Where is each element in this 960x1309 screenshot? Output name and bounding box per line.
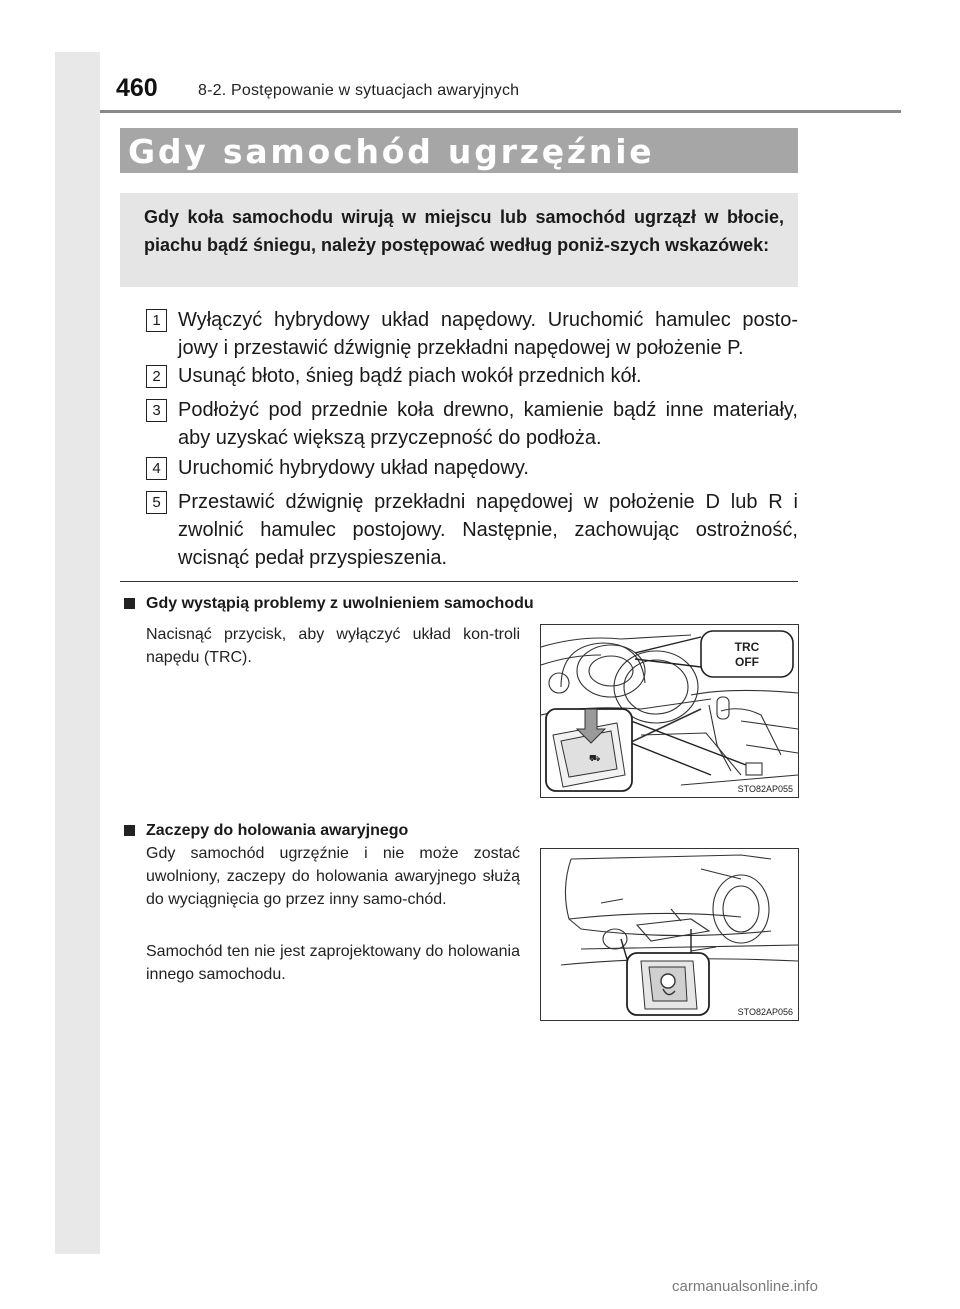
watermark: carmanualsonline.info [672,1278,818,1295]
step-number: 4 [146,457,167,480]
intro-text: Gdy koła samochodu wirują w miejscu lub samochód ugrzązł w błocie, piachu bądź śniegu, należy postępować według poniż-szych wskazówek: [144,207,784,255]
page-number: 460 [116,74,158,102]
dashboard-illustration [541,625,798,797]
subsection-heading: Zaczepy do holowania awaryjnego [146,822,409,839]
rear-underbody-illustration [541,849,798,1020]
bullet-square-icon [124,825,135,836]
page-title: Gdy samochód ugrzęźnie [128,132,655,171]
step-text: Usunąć błoto, śnieg bądź piach wokół przednich kół. [178,365,642,387]
step-text: Wyłączyć hybrydowy układ napędowy. Uruchomić hamulec posto-jowy i przestawić dźwignię przekładni napędowej w położenie P. [178,309,798,359]
step-number: 2 [146,365,167,388]
callout-line-1: TRC [734,640,760,654]
step-text: Uruchomić hybrydowy układ napędowy. [178,457,529,479]
step-number: 1 [146,309,167,332]
figure-code: STO82AP055 [737,784,793,794]
bullet-square-icon [124,598,135,609]
callout-line-2: OFF [735,655,759,669]
step-number: 3 [146,399,167,422]
subsection-note: Samochód ten nie jest zaprojektowany do holowania innego samochodu. [146,943,520,983]
figure-code: STO82AP056 [737,1007,793,1017]
subsection-text: Nacisnąć przycisk, aby wyłączyć układ kon-troli napędu (TRC). [146,626,520,666]
svg-text:⛟: ⛟ [589,754,601,764]
header-rule [100,110,901,113]
section-divider [120,581,798,582]
trc-off-figure [540,624,799,798]
page-side-strip [55,52,100,1254]
step-number: 5 [146,491,167,514]
step-text: Podłożyć pod przednie koła drewno, kamienie bądź inne materiały, aby uzyskać większą przyczepność do podłoża. [178,399,798,449]
section-label: 8-2. Postępowanie w sytuacjach awaryjnych [198,82,520,99]
subsection-text: Gdy samochód ugrzęźnie i nie może zostać uwolniony, zaczepy do holowania awaryjnego służą do wyciągnięcia go przez inny samo-chód. [146,845,520,908]
step-text: Przestawić dźwignię przekładni napędowej w położenie D lub R i zwolnić hamulec postojowy. Następnie, zachowując ostrożność, wcisnąć pedał przyspieszenia. [178,491,798,569]
subsection-heading: Gdy wystąpią problemy z uwolnieniem samochodu [146,595,534,612]
towing-hook-figure [540,848,799,1021]
